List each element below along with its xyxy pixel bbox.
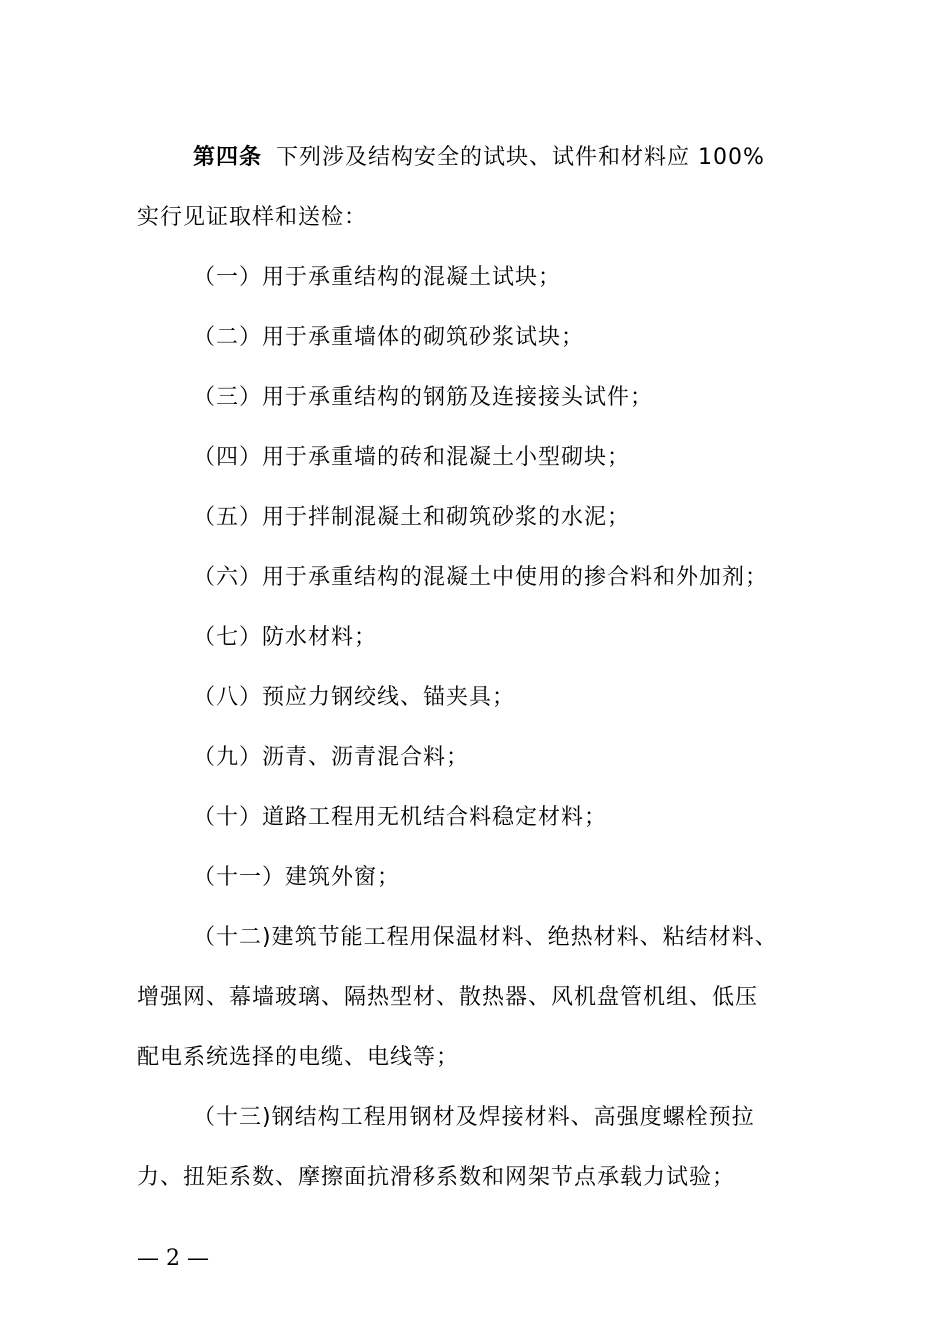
document-body: [137, 128, 827, 1208]
list-item-12-line-3: 配电系统选择的电缆、电线等；: [137, 1045, 460, 1070]
list-item-2: （二）用于承重墙体的砌筑砂浆试块；: [193, 325, 585, 350]
list-item-12-line-1: （十二)建筑节能工程用保温材料、绝热材料、粘结材料、: [193, 925, 778, 950]
list-item-5: （五）用于拌制混凝土和砌筑砂浆的水泥；: [193, 505, 631, 530]
list-item-11: （十一）建筑外窗；: [193, 865, 401, 890]
article-heading-line: [137, 128, 827, 188]
article-intro-continuation: 实行见证取样和送检：: [137, 205, 368, 230]
article-label: 第四条: [193, 145, 263, 170]
list-item-9: （九）沥青、沥青混合料；: [193, 745, 470, 770]
list-item-13-line-1: （十三)钢结构工程用钢材及焊接材料、高强度螺栓预拉: [193, 1105, 755, 1130]
list-item-10: （十）道路工程用无机结合料稳定材料；: [193, 805, 608, 830]
list-item-3: （三）用于承重结构的钢筋及连接接头试件；: [193, 385, 654, 410]
list-item-8: （八）预应力钢绞线、锚夹具；: [193, 685, 516, 710]
list-item-13-line-2: 力、扭矩系数、摩擦面抗滑移系数和网架节点承载力试验；: [137, 1165, 736, 1190]
list-item-4: （四）用于承重墙的砖和混凝土小型砌块；: [193, 445, 631, 470]
list-item-1: （一）用于承重结构的混凝土试块；: [193, 265, 562, 290]
article-intro-text: 下列涉及结构安全的试块、试件和材料应 100%: [276, 145, 765, 170]
list-item-7: （七）防水材料；: [193, 625, 378, 650]
list-item-6: （六）用于承重结构的混凝土中使用的掺合料和外加剂；: [193, 565, 769, 590]
list-item-12-line-2: 增强网、幕墙玻璃、隔热型材、散热器、风机盘管机组、低压: [137, 985, 759, 1010]
page-number: — 2 —: [137, 1246, 209, 1271]
